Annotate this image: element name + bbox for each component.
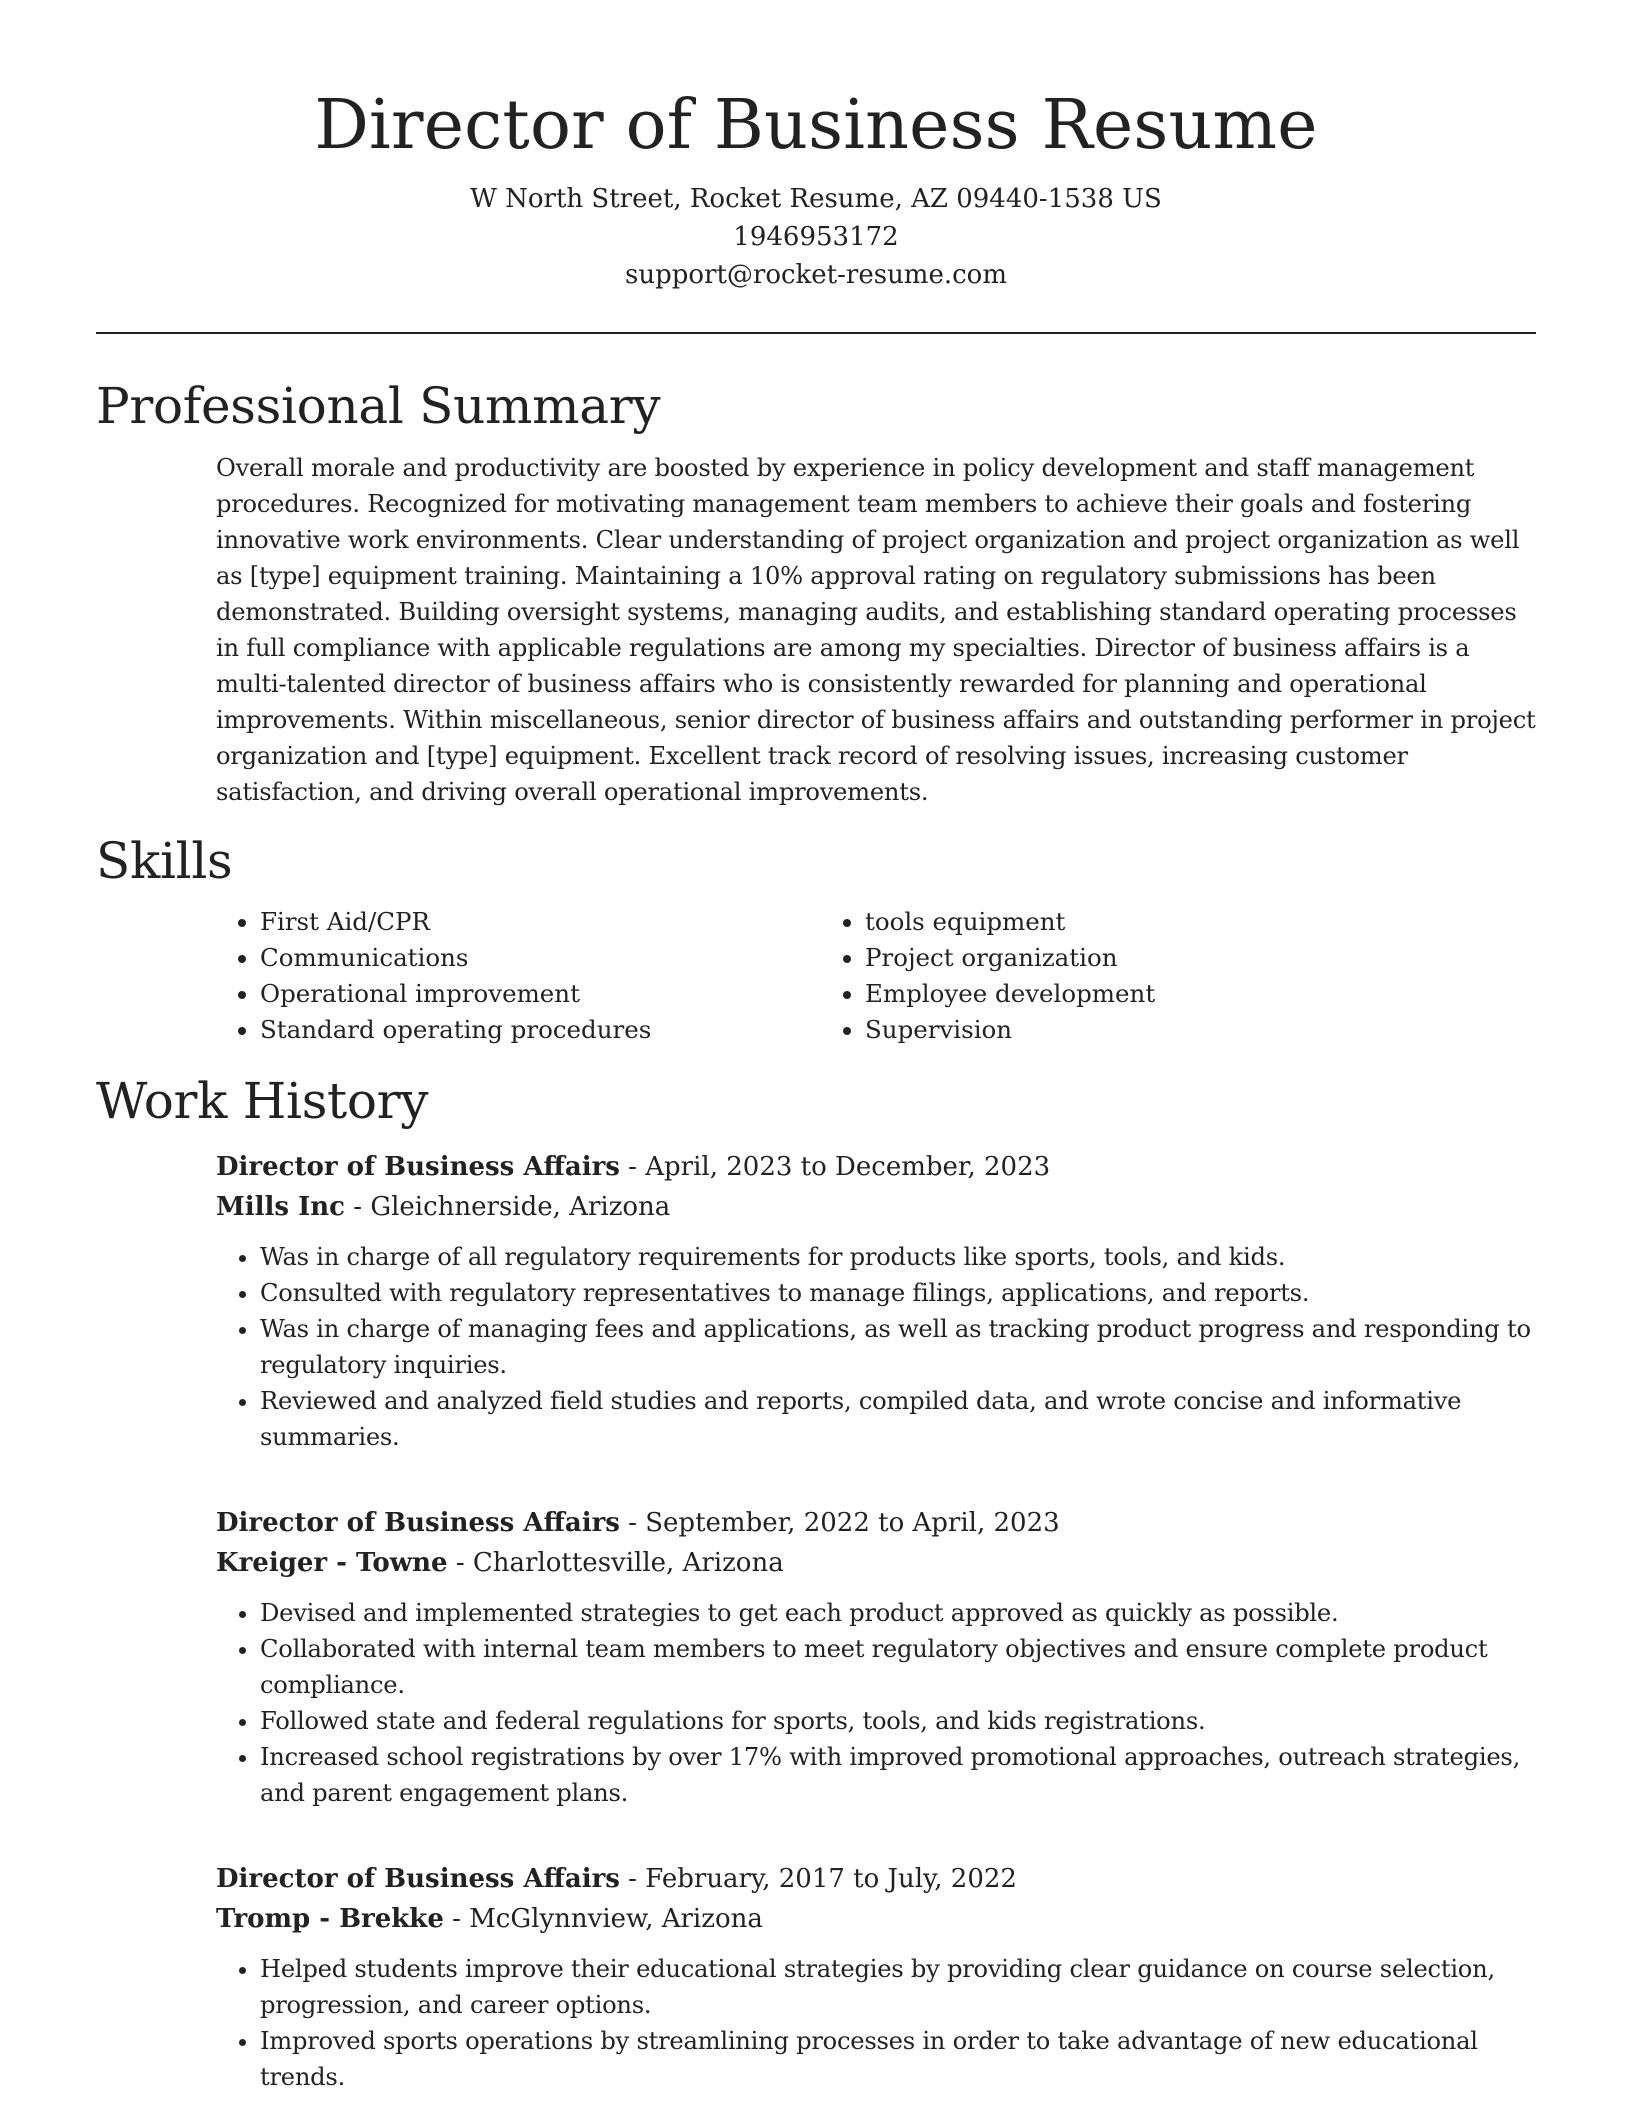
job-company-line — [216, 1543, 1536, 1583]
job-title-line — [216, 1859, 1536, 1899]
skill-item: • Supervision — [865, 1012, 1426, 1048]
job-title-line — [216, 1147, 1536, 1187]
job-company: Kreiger - Towne — [216, 1548, 448, 1578]
job-dates: - February, 2017 to July, 2022 — [619, 1864, 1017, 1894]
duty-item: • Reviewed and analyzed field studies and reports, compiled data, and wrote concise and informative summaries. — [260, 1383, 1536, 1455]
resume-title: Director of Business Resume — [314, 86, 1318, 165]
skill-item: • Employee development — [865, 976, 1426, 1012]
duty-item: • Increased school registrations by over 17% with improved promotional approaches, outreach strategies, and parent engagement plans. — [260, 1739, 1536, 1811]
job-company-line — [216, 1899, 1536, 1939]
job-duties — [216, 1595, 1536, 1811]
skills-list — [216, 904, 1536, 1048]
duty-item: • Was in charge of all regulatory requirements for products like sports, tools, and kids. — [260, 1239, 1536, 1275]
job-title-line — [216, 1503, 1536, 1543]
work-history-heading: Work History — [96, 1072, 429, 1130]
skills-column-left — [216, 904, 821, 1048]
job-dates: - April, 2023 to December, 2023 — [619, 1152, 1051, 1182]
skill-item: • Communications — [260, 940, 821, 976]
header-divider — [96, 332, 1536, 334]
job-location: - McGlynnview, Arizona — [443, 1904, 763, 1934]
job-entry — [216, 1859, 1536, 2095]
skill-item: • Project organization — [865, 940, 1426, 976]
job-location: - Charlottesville, Arizona — [447, 1548, 784, 1578]
skills-column-right — [821, 904, 1426, 1048]
duty-item: • Was in charge of managing fees and applications, as well as tracking product progress and responding to regulatory inquiries. — [260, 1311, 1536, 1383]
duty-item: • Improved sports operations by streamlining processes in order to take advantage of new educational trends. — [260, 2023, 1536, 2095]
duty-item: • Helped students improve their educational strategies by providing clear guidance on course selection, progression, and career options. — [260, 1951, 1536, 2023]
duty-item: • Devised and implemented strategies to get each product approved as quickly as possible. — [260, 1595, 1536, 1631]
job-company: Mills Inc — [216, 1192, 345, 1222]
job-dates: - September, 2022 to April, 2023 — [619, 1508, 1060, 1538]
duty-item: • Collaborated with internal team members to meet regulatory objectives and ensure complete product compliance. — [260, 1631, 1536, 1703]
work-history-list — [216, 1147, 1536, 2095]
job-title: Director of Business Affairs — [216, 1864, 620, 1894]
job-company: Tromp - Brekke — [216, 1904, 444, 1934]
resume-page — [96, 0, 1536, 2095]
contact-phone: 1946953172 — [733, 222, 899, 252]
skill-item: • Operational improvement — [260, 976, 821, 1012]
job-title: Director of Business Affairs — [216, 1508, 620, 1538]
contact-info — [96, 180, 1536, 294]
job-duties — [216, 1951, 1536, 2095]
job-company-line — [216, 1187, 1536, 1227]
job-location: - Gleichnerside, Arizona — [345, 1192, 671, 1222]
job-title: Director of Business Affairs — [216, 1152, 620, 1182]
skills-heading: Skills — [96, 832, 233, 890]
job-entry — [216, 1503, 1536, 1811]
skill-item: • tools equipment — [865, 904, 1426, 940]
job-entry — [216, 1147, 1536, 1455]
summary-text: Overall morale and productivity are boosted by experience in policy development and staff management procedures. Recognized for motivating management team members to achieve their goals and fostering innovative work environments. Clear understanding of project organization and project organization as well as [type] equipment training. Maintaining a 10% approval rating on regulatory submissions has been demonstrated. Building oversight systems, managing audits, and establishing standard operating processes in full compliance with applicable regulations are among my specialties. Director of business affairs is a multi-talented director of business affairs who is consistently rewarded for planning and operational improvements. Within miscellaneous, senior director of business affairs and outstanding performer in project organization and [type] equipment. Excellent track record of resolving issues, increasing customer satisfaction, and driving overall operational improvements. — [216, 454, 1536, 806]
summary-heading: Professional Summary — [96, 377, 661, 435]
job-duties — [216, 1239, 1536, 1455]
contact-email: support@rocket-resume.com — [624, 260, 1007, 290]
skill-item: • Standard operating procedures — [260, 1012, 821, 1048]
contact-address: W North Street, Rocket Resume, AZ 09440-1538 US — [470, 184, 1162, 214]
skill-item: • First Aid/CPR — [260, 904, 821, 940]
duty-item: • Consulted with regulatory representatives to manage filings, applications, and reports. — [260, 1275, 1536, 1311]
duty-item: • Followed state and federal regulations for sports, tools, and kids registrations. — [260, 1703, 1536, 1739]
